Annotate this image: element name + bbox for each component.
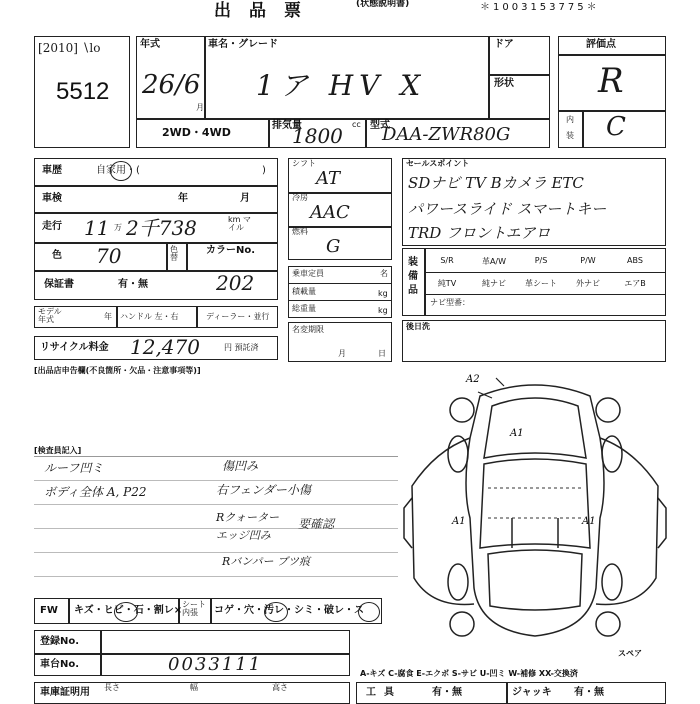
legend: A-キズ C-腐食 E-エクボ S-サビ U-凹ミ W-補修 XX-交換済 <box>360 669 578 678</box>
shaken-year-label: 年 <box>178 193 188 204</box>
cooler-value: AAC <box>310 202 350 223</box>
name-grade-label: 車名・グレード <box>208 39 278 50</box>
serial-number: ＊1003153775＊ <box>480 2 600 13</box>
equipment-option: P/W <box>580 256 596 265</box>
inspector-note-6: エッジ凹み <box>216 529 271 542</box>
form-subtitle: (状態説明書) <box>356 0 410 9</box>
inspector-note-1: ルーフ凹ミ <box>44 461 104 475</box>
capacity-unit: 名 <box>380 269 388 278</box>
dealer-label: ディーラー・並行 <box>206 312 270 321</box>
load-label: 積載量 <box>292 287 316 296</box>
fw-label: FW <box>40 605 58 616</box>
mileage-rest: 2千738 <box>126 216 197 240</box>
vehicle-name: 1ア HV X <box>256 69 427 102</box>
year-label: 年式 <box>140 39 160 50</box>
equipment-option: 革シート <box>525 279 557 288</box>
cooler-label: 冷房 <box>292 193 308 202</box>
color-value: 70 <box>96 244 122 268</box>
door-label: ドア <box>494 39 514 50</box>
equipment-option: ABS <box>627 256 643 265</box>
shaken-label: 車検 <box>42 193 62 204</box>
inspector-note-7: Rバンパー ブツ痕 <box>222 555 311 568</box>
inspector-title: [検査員記入] <box>34 446 82 455</box>
form-title: 出品票 <box>214 1 319 21</box>
score-label: 評価点 <box>586 39 616 50</box>
warranty-label: 保証書 <box>44 279 74 290</box>
sales-point-line-1: SDナビ TV Bカメラ ETC <box>408 174 584 192</box>
handle-label: ハンドル 左・右 <box>120 312 179 321</box>
cert-height: 高さ <box>272 683 288 692</box>
equipment-option: S/R <box>440 256 454 265</box>
mileage-label: 走行 <box>42 221 62 232</box>
jack-options: 有・無 <box>574 687 604 698</box>
vehicle-year: 26/6 <box>142 70 201 100</box>
mileage-man: 11 <box>84 216 110 240</box>
model-year-label: モデル年式 <box>38 307 62 324</box>
weight-unit: kg <box>378 306 388 315</box>
seat-options: コゲ・穴・汚レ・シミ・破レ・ス <box>214 605 364 616</box>
report-title: [出品店申告欄(不良箇所・欠品・注意事項等)] <box>34 366 201 375</box>
shift-label: シフト <box>292 159 316 168</box>
shaken-month-label: 月 <box>240 193 250 204</box>
sales-point-line-2: パワースライド スマートキー <box>408 200 607 218</box>
load-unit: kg <box>378 289 388 298</box>
diagram-mark-left: A1 <box>452 516 466 527</box>
drive-label: 2WD・4WD <box>162 126 231 139</box>
history-label: 車歴 <box>42 165 62 176</box>
capacity-label: 乗車定員 <box>292 269 324 278</box>
inspector-note-2: ボディ全体 A, P22 <box>44 485 147 499</box>
equipment-option: 革A/W <box>481 257 507 266</box>
tools-box <box>356 682 666 704</box>
registration-label: 登録No. <box>40 636 80 647</box>
recycle-fee: 12,470 <box>130 335 200 359</box>
navi-model-label: ナビ型番： <box>430 298 470 307</box>
interior-score: C <box>606 112 626 142</box>
history-value: 自家用・( <box>96 165 140 176</box>
equipment-option: 純ナビ <box>482 279 506 288</box>
equipment-option: 外ナビ <box>576 279 600 288</box>
exterior-label: 装 <box>566 131 574 140</box>
recycle-label: リサイクル料金 <box>40 342 109 353</box>
seat-circle-1 <box>264 602 288 622</box>
diagram-mark-roof: A2 <box>466 374 480 385</box>
year-unit: 月 <box>196 103 204 112</box>
history-close: ) <box>262 165 266 176</box>
model-year-unit: 年 <box>104 312 112 321</box>
name-change-label: 名変期限 <box>292 325 324 334</box>
lot-year-tag: [2010] ∖lo <box>38 41 101 55</box>
later-wash-label: 後日洗 <box>406 322 430 331</box>
shift-value: AT <box>316 168 341 189</box>
sales-point-line-3: TRD フロントエアロ <box>408 224 551 242</box>
equipment-option: 純TV <box>437 279 457 288</box>
color-label: 色 <box>52 250 62 261</box>
inspector-note-5: Rクォーター <box>216 511 279 524</box>
cert-width: 幅 <box>190 683 198 692</box>
equipment-label: 装備品 <box>408 257 418 296</box>
diagram-mark-right: A1 <box>582 516 596 527</box>
lot-number: 5512 <box>56 78 110 105</box>
score-value: R <box>598 61 624 101</box>
tools-options: 有・無 <box>432 687 462 698</box>
diagram-mark-hood: A1 <box>510 428 524 439</box>
inspector-note-4: 右フェンダー小傷 <box>216 483 311 497</box>
weight-label: 総重量 <box>292 304 316 313</box>
equipment-option: P/S <box>534 256 548 265</box>
model-value: DAA-ZWR80G <box>382 124 511 145</box>
inspector-note-3: 傷凹み <box>222 459 259 473</box>
seat-circle-2 <box>358 602 380 622</box>
km-label: km マイル <box>228 215 251 232</box>
tools-label: 工具 <box>366 687 402 698</box>
fuel-label: 燃料 <box>292 227 308 236</box>
color-no-label: カラーNo. <box>206 245 256 256</box>
cc-label: cc <box>352 120 361 129</box>
cert-label: 車庫証明用 <box>40 687 90 698</box>
later-wash-box <box>402 320 666 362</box>
seat-label: シート 内張 <box>182 600 206 617</box>
name-change-month: 月 <box>338 349 346 358</box>
name-change-day: 日 <box>378 349 386 358</box>
spare-label: スペア <box>618 649 642 658</box>
sales-point-label: セールスポイント <box>406 159 470 168</box>
car-damage-diagram <box>400 368 670 664</box>
shape-label: 形状 <box>494 78 514 89</box>
interior-label: 内 <box>566 115 574 124</box>
color-no-value: 202 <box>216 271 255 295</box>
jack-label: ジャッキ <box>512 687 552 698</box>
recycle-unit: 円 預託済 <box>224 343 259 352</box>
mileage-man-unit: 万 <box>114 223 122 232</box>
fuel-value: G <box>326 236 341 257</box>
displacement-value: 1800 <box>292 124 343 148</box>
warranty-opts: 有・無 <box>118 279 148 290</box>
chassis-label: 車台No. <box>40 659 80 670</box>
displacement-label: 排気量 <box>272 120 302 131</box>
color-change-label: 色替 <box>170 245 178 262</box>
chassis-number: 0033111 <box>168 654 263 675</box>
fw-options: キズ・ヒビ・石・割レ× <box>74 605 183 616</box>
history-circle <box>110 161 132 181</box>
cert-length: 長さ <box>104 683 120 692</box>
model-label: 型式 <box>370 120 390 131</box>
equipment-option: エアB <box>624 279 646 288</box>
inspector-side-note: 要確認 <box>298 517 335 531</box>
fw-circle <box>114 602 138 622</box>
